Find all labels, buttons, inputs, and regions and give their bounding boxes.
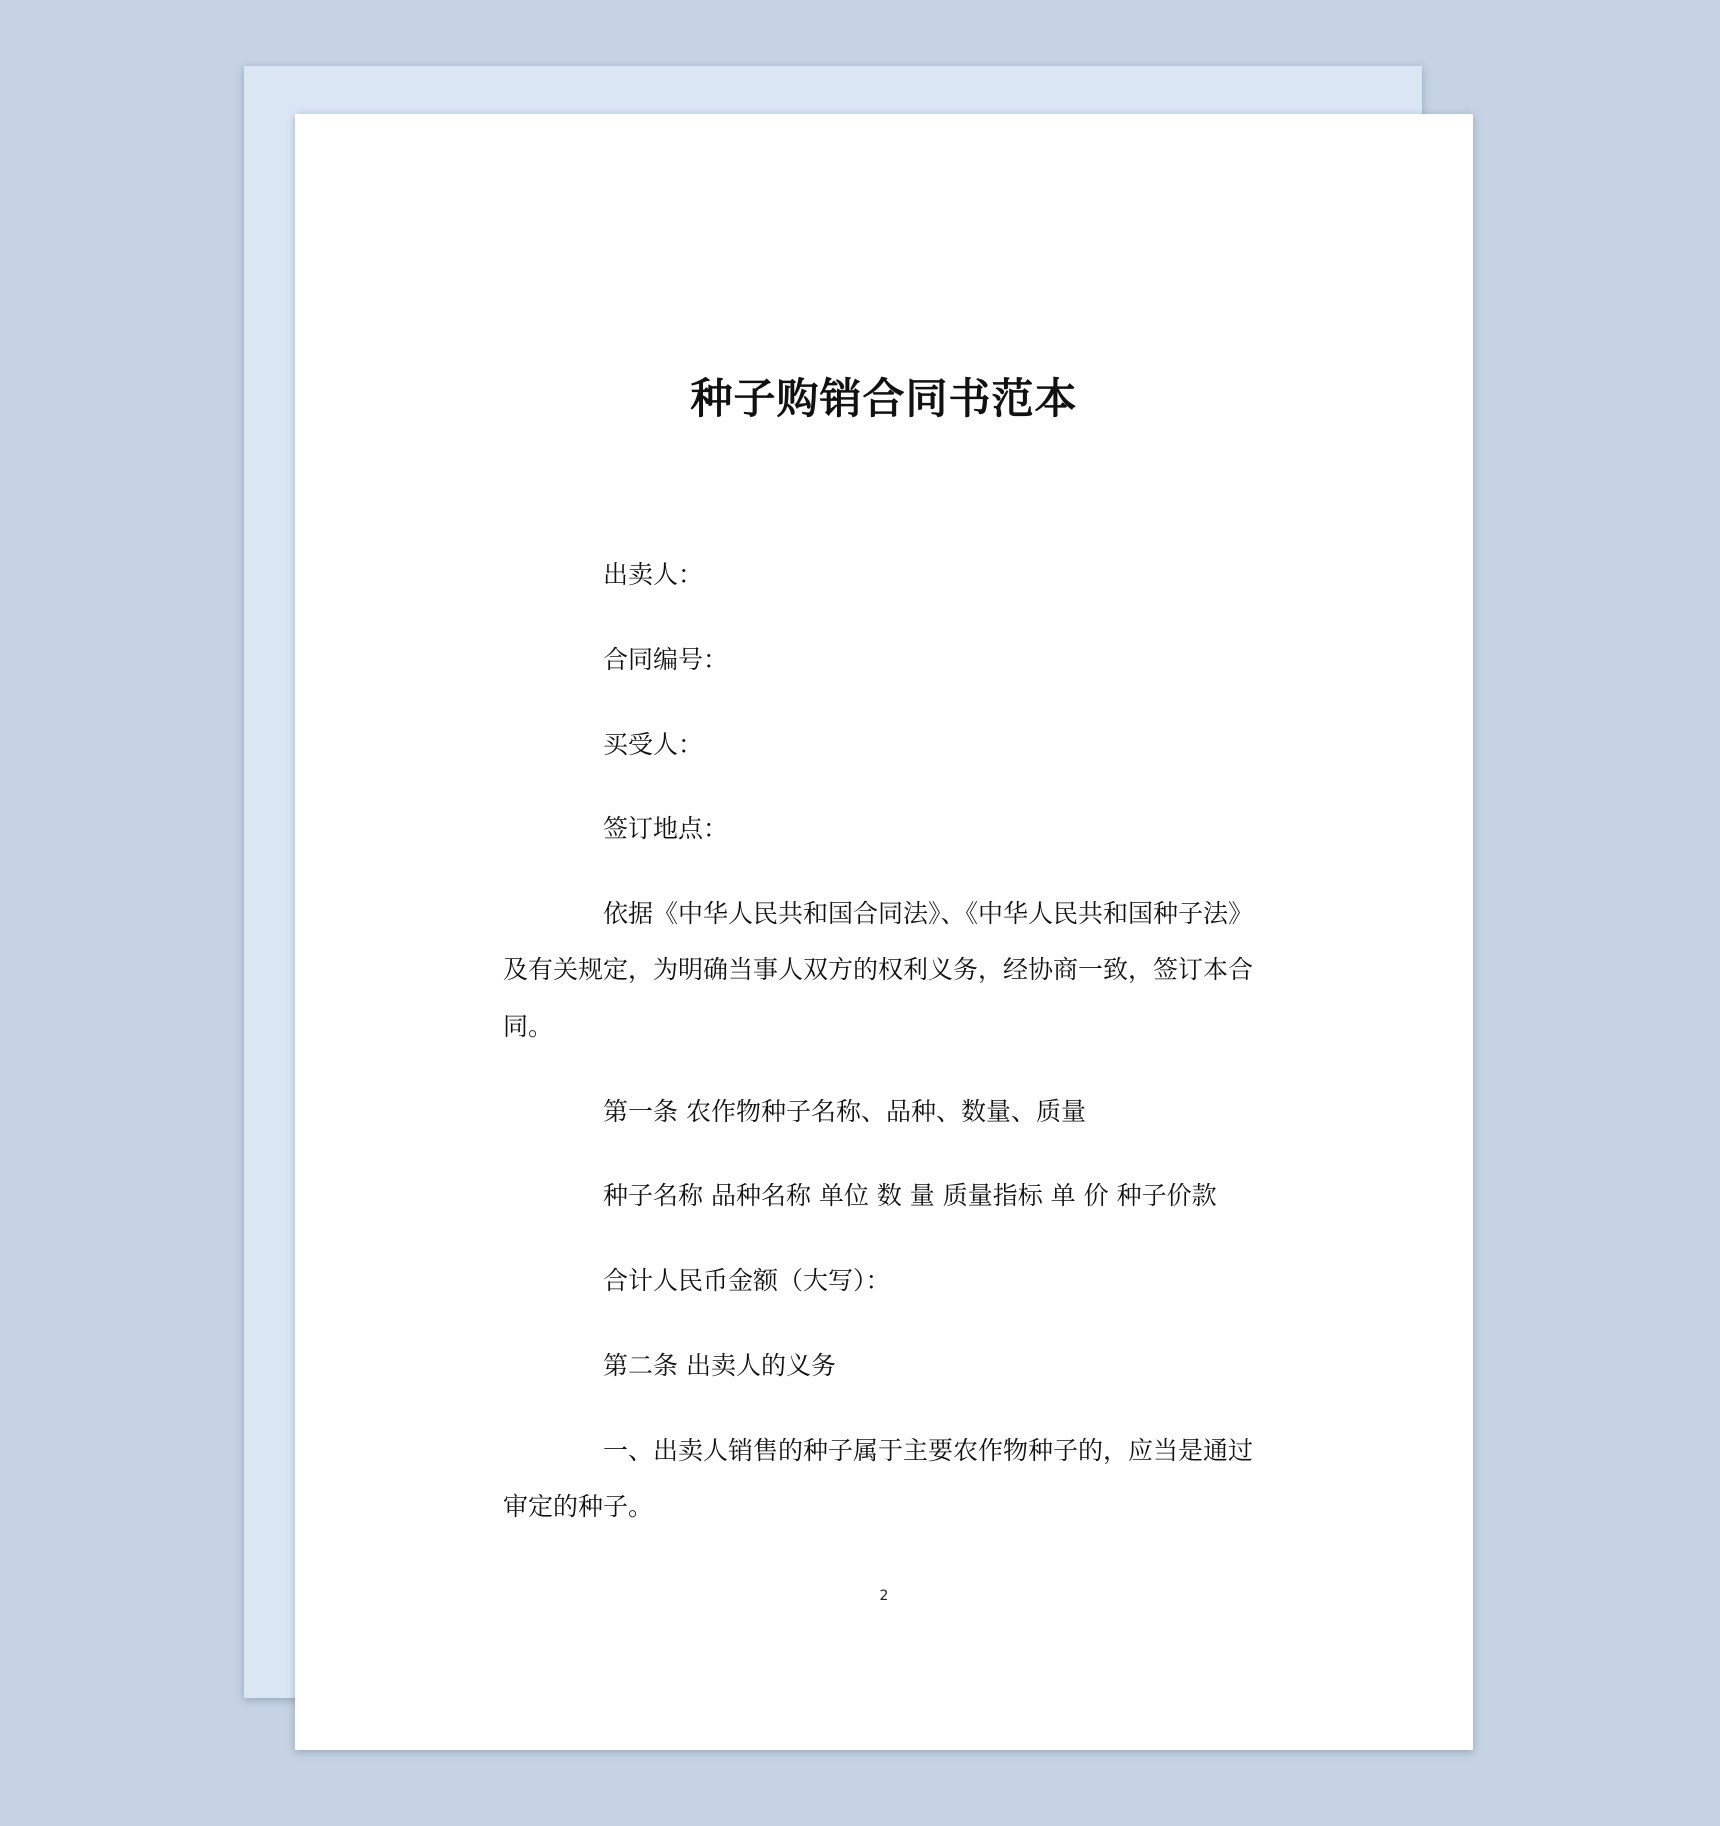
preamble-line-1: 依据《中华人民共和国合同法》、《中华人民共和国种子法》 [603,899,1254,928]
page-number: 2 [879,1588,889,1604]
seed-table-header: 种子名称 品种名称 单位 数 量 质量指标 单 价 种子价款 [603,1181,1217,1210]
article-1-heading: 第一条 农作物种子名称、品种、数量、质量 [603,1097,1086,1126]
seller-field: 出卖人： [603,560,704,589]
article-2-item-1-line-1: 一、出卖人销售的种子属于主要农作物种子的，应当是通过 [603,1436,1254,1465]
preamble-line-3: 同。 [503,1012,554,1041]
signing-place-field: 签订地点： [603,814,729,843]
document-title: 种子购销合同书范本 [690,374,1078,423]
buyer-field: 买受人： [603,730,704,759]
preamble-line-2: 及有关规定，为明确当事人双方的权利义务，经协商一致，签订本合 [503,955,1254,984]
article-2-heading: 第二条 出卖人的义务 [603,1351,836,1380]
contract-number-field: 合同编号： [603,645,729,674]
document-page [295,114,1473,1750]
total-amount-line: 合计人民币金额（大写）： [603,1266,891,1295]
article-2-item-1-line-2: 审定的种子。 [503,1492,654,1521]
